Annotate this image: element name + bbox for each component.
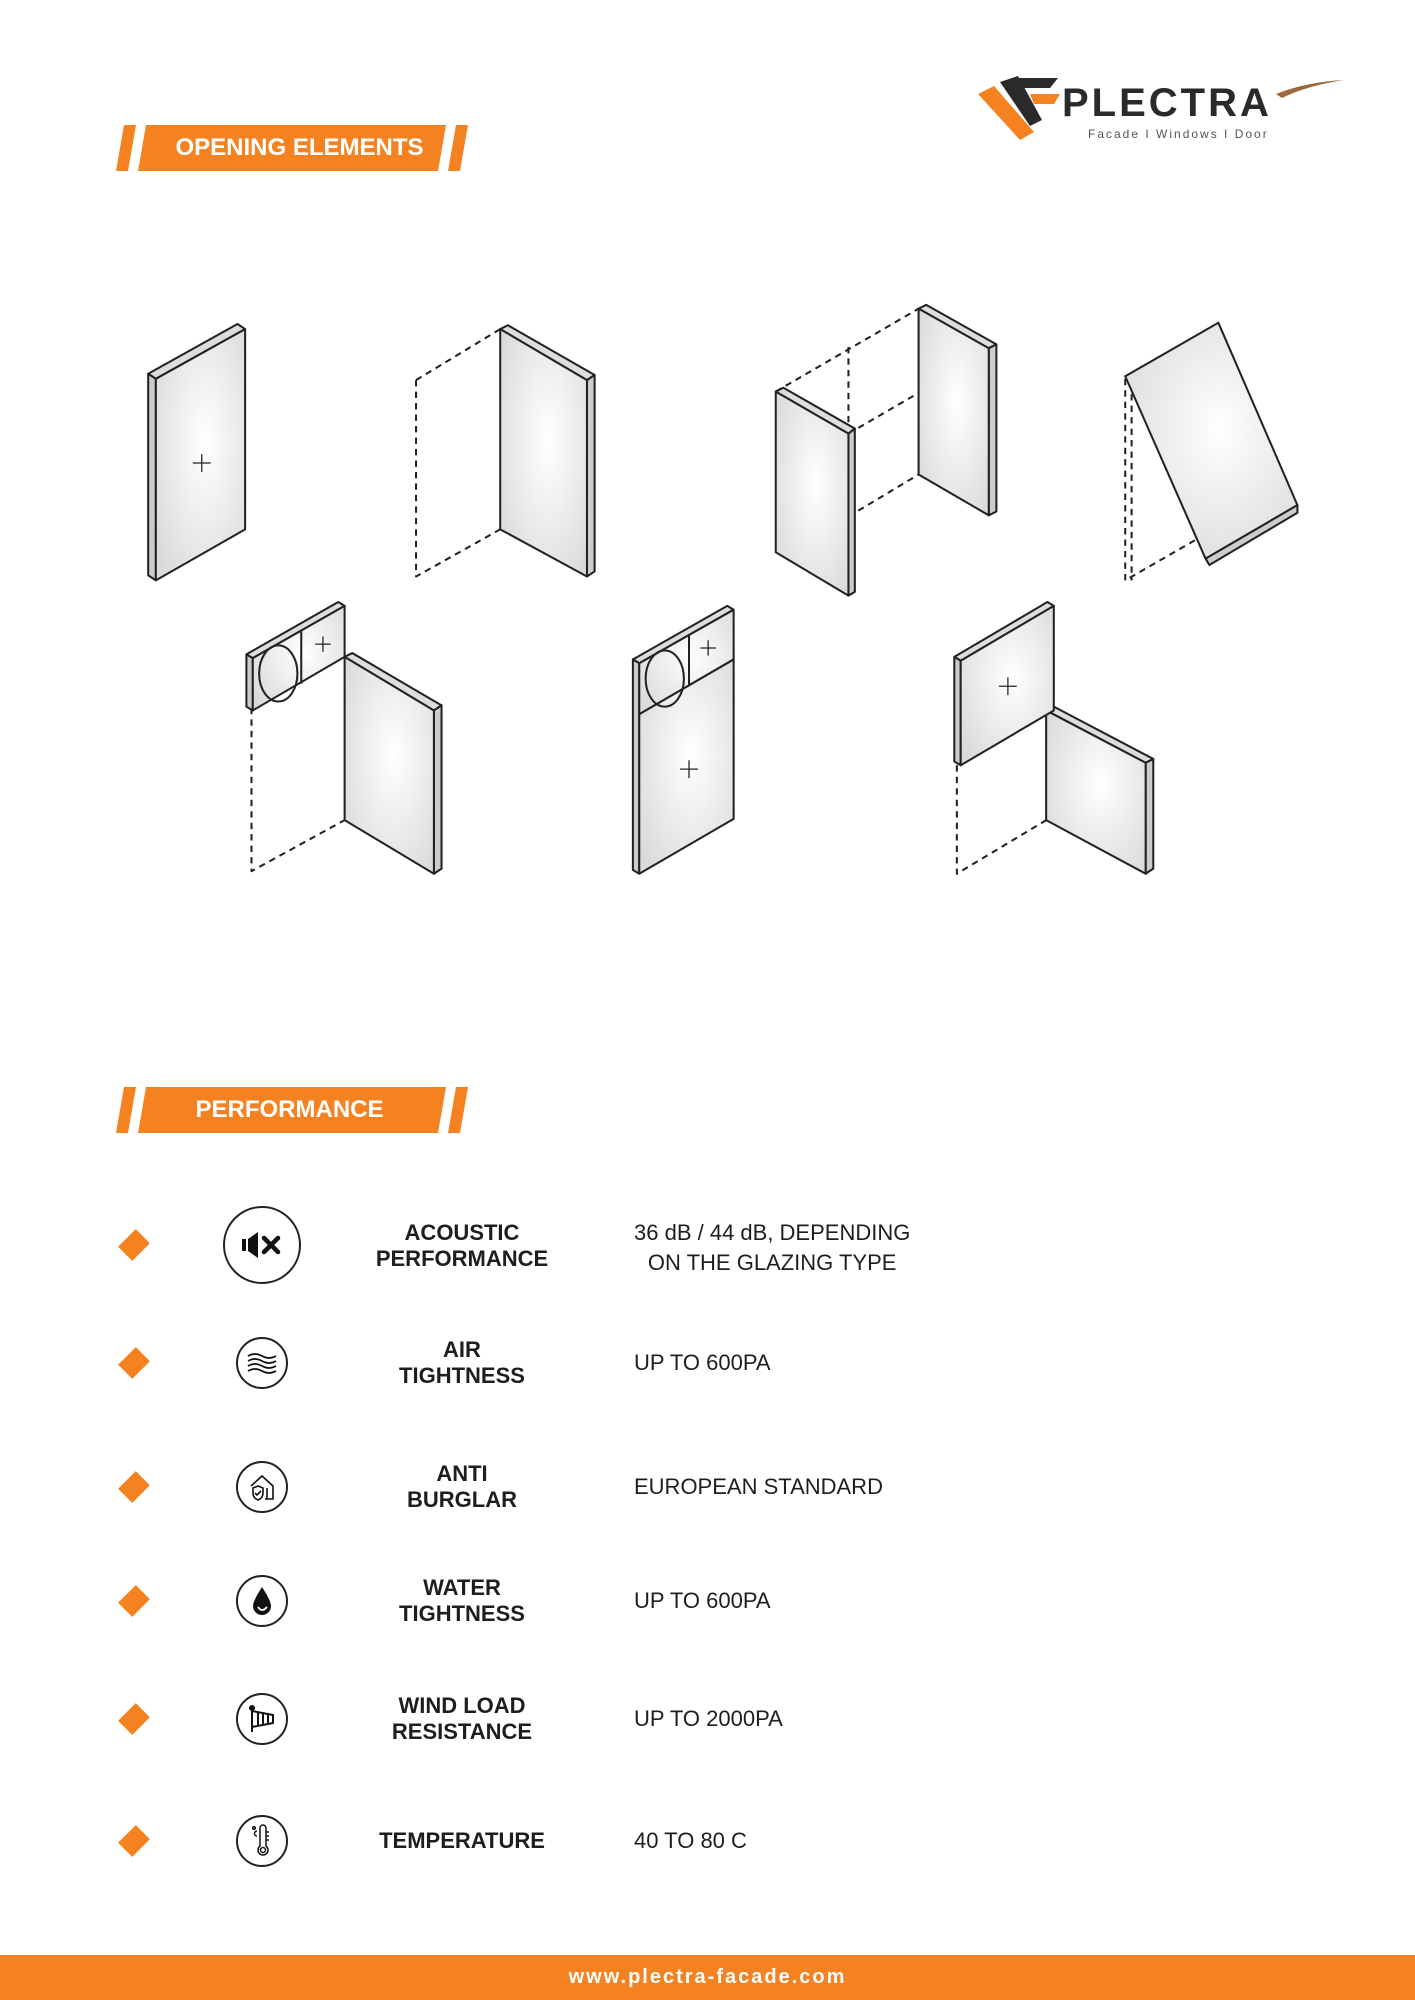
value-text: 40 TO 80 C [634,1828,747,1853]
label-line: AIR [443,1337,481,1362]
value-line: 36 dB / 44 dB, DEPENDING [634,1220,911,1245]
value-text: EUROPEAN STANDARD [634,1474,883,1499]
water-drop-icon [236,1575,288,1627]
label-line: TEMPERATURE [379,1828,545,1853]
value-line: ON THE GLAZING TYPE [647,1250,897,1275]
label-line: RESISTANCE [391,1719,533,1744]
label-line: ACOUSTIC [404,1220,520,1245]
tilt-panel-drawing [1125,323,1297,581]
fixed-top-fixed-bottom-drawing [633,606,734,874]
performance-banner [102,1087,492,1133]
bullet-diamond [118,1347,150,1379]
bullet-diamond [118,1229,150,1261]
performance-row-temperature [0,1796,1415,1886]
value-text: UP TO 600PA [634,1588,771,1613]
section-title: PERFORMANCE [195,1096,384,1123]
performance-row-water [0,1556,1415,1646]
label-line: PERFORMANCE [375,1246,549,1271]
fixed-top-side-hung-drawing [246,602,441,874]
value-text: UP TO 600PA [634,1350,771,1375]
house-shield-icon [236,1461,288,1513]
label-line: WATER [423,1575,501,1600]
label-line: ANTI [436,1461,488,1486]
bullet-diamond [118,1703,150,1735]
bullet-diamond [118,1825,150,1857]
performance-row-burglar [0,1442,1415,1532]
performance-row-air [0,1318,1415,1408]
performance-row-acoustic [0,1200,1415,1290]
bullet-diamond [118,1471,150,1503]
side-hung-panel-drawing [416,325,595,576]
performance-row-wind [0,1674,1415,1764]
bullet-diamond [118,1585,150,1617]
label-line: TIGHTNESS [399,1363,525,1388]
muted-speaker-icon [223,1206,301,1284]
logo-tagline: Facade I Windows I Door [1088,127,1269,141]
fixed-panel-drawing [148,324,245,580]
sliding-panel-drawing [776,305,997,596]
fixed-top-side-hung-offset-drawing [954,602,1153,874]
windsock-icon [236,1693,288,1745]
value-text: UP TO 2000PA [634,1706,783,1731]
logo-brand-text: PLECTRA [1062,81,1272,125]
label-line: TIGHTNESS [399,1601,525,1626]
air-waves-icon [236,1337,288,1389]
label-line: WIND LOAD [398,1693,526,1718]
footer-website-link[interactable]: www.plectra-facade.com [0,1955,1415,2000]
label-line: BURGLAR [407,1487,517,1512]
section-title: OPENING ELEMENTS [175,134,424,161]
thermometer-icon [236,1815,288,1867]
